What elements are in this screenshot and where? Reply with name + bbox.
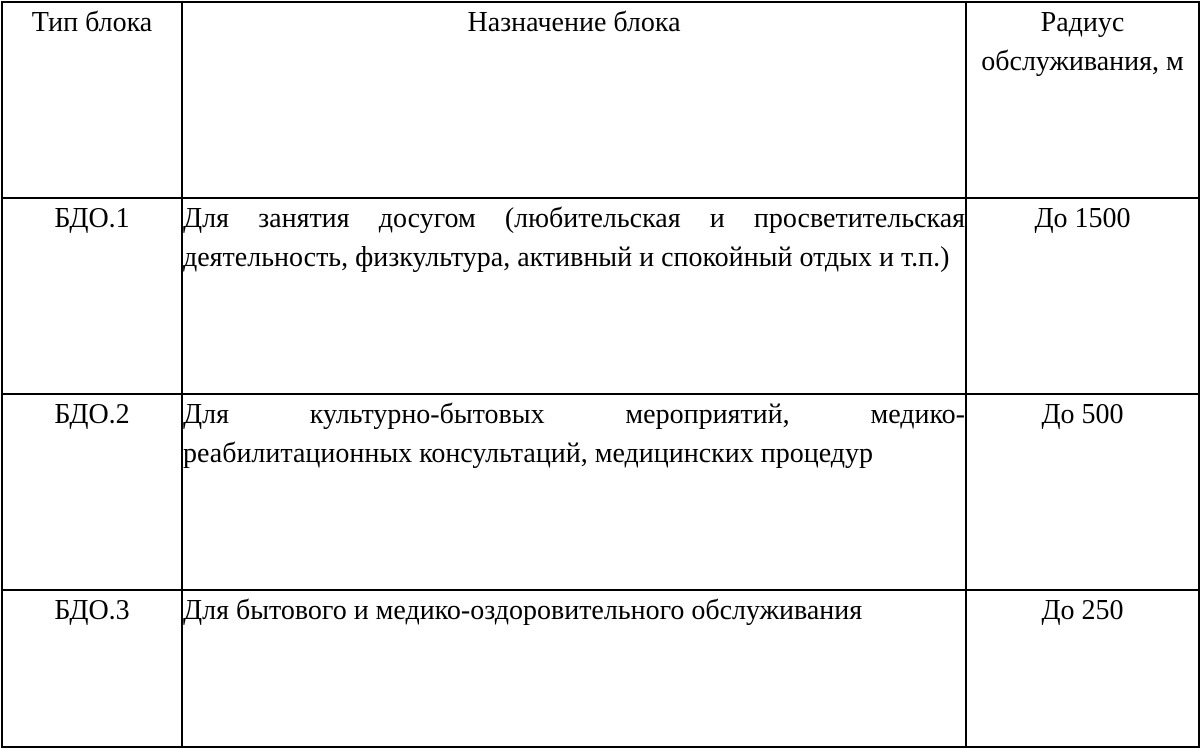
header-service-radius: Радиус обслуживания, м (966, 2, 1199, 198)
block-type-cell: БДО.3 (2, 590, 182, 747)
table-row (2, 198, 1199, 394)
table-header-row (2, 2, 1199, 198)
block-type-cell: БДО.2 (2, 394, 182, 590)
service-radius-cell: До 250 (966, 590, 1199, 747)
service-radius-cell: До 1500 (966, 198, 1199, 394)
block-purpose-cell: Для культурно-бытовых мероприятий, медико-реабилитационных консультаций, медицинских процедур (182, 394, 966, 590)
header-block-purpose: Назначение блока (182, 2, 966, 198)
blocks-table (1, 1, 1200, 748)
table-row (2, 394, 1199, 590)
block-purpose-cell: Для бытового и медико-оздоровительного обслуживания (182, 590, 966, 747)
service-radius-cell: До 500 (966, 394, 1199, 590)
header-block-type: Тип блока (2, 2, 182, 198)
table-row (2, 590, 1199, 747)
block-purpose-cell: Для занятия досугом (любительская и просветительская деятельность, физкультура, активный и спокойный отдых и т.п.) (182, 198, 966, 394)
block-type-cell: БДО.1 (2, 198, 182, 394)
